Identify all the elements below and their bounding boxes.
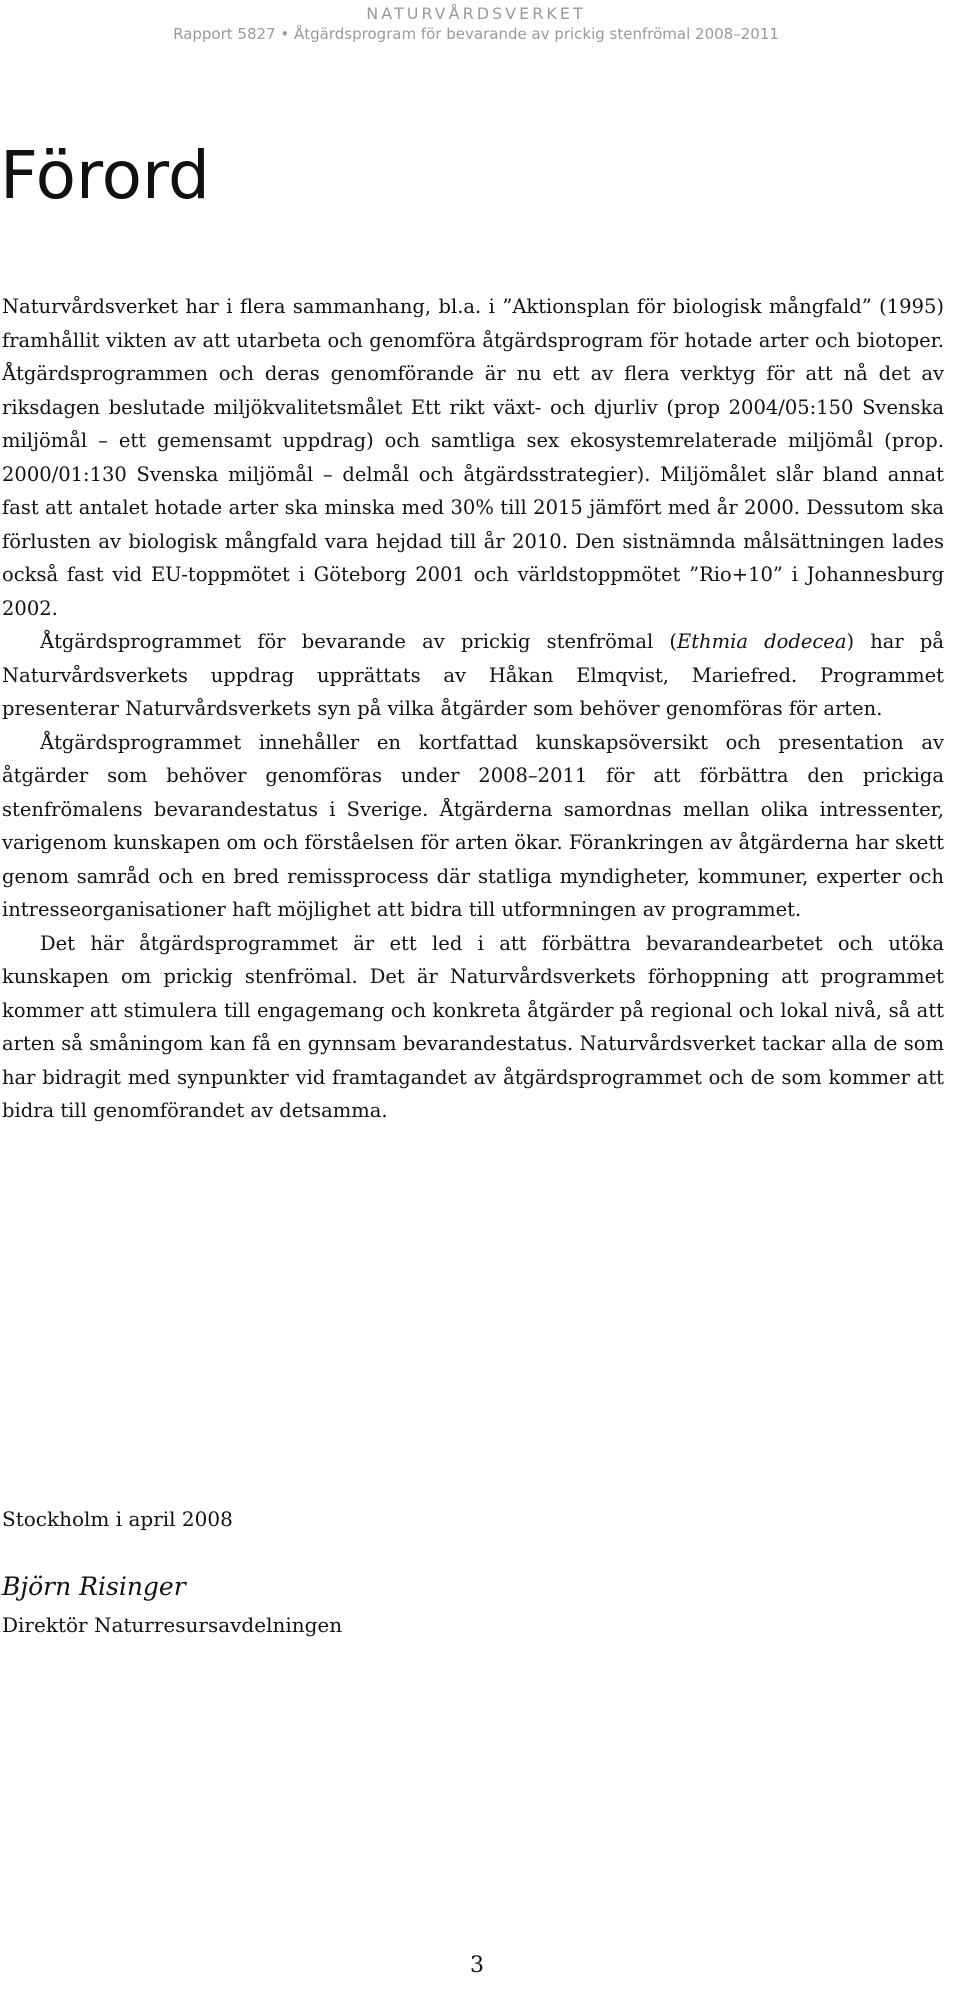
paragraph-1: Naturvårdsverket har i flera sammanhang, bl.a. i ”Aktionsplan för biologisk mångfald” (1995) framhållit vikten av att utarbeta och genomföra åtgärdsprogram för hotade arter och biotoper. Åtgärdsprogrammen och deras genomförande är nu ett av flera verktyg för att nå det av riksdagen beslutade miljökvalitetsmålet Ett rikt växt- och djurliv (prop 2004/05:150 Svenska miljömål – ett gemensamt uppdrag) och samtliga sex ekosystemrelaterade miljömål (prop. 2000/01:130 Svenska miljömål – delmål och åtgärdsstrategier). Miljömålet slår bland annat fast att antalet hotade arter ska minska med 30% till 2015 jämfört med år 2000. Dessutom ska förlusten av biologisk mångfald vara hejdad till år 2010. Den sistnämnda målsättningen lades också fast vid EU-toppmötet i Göteborg 2001 och världstoppmötet ”Rio+10” i Johannesburg 2002. xyxy=(2,295,944,620)
paragraph-2-rest: ) har på Naturvårdsverkets uppdrag upprättats av Håkan Elmqvist, Mariefred. Programmet presenterar Naturvårdsverkets syn på vilka åtgärder som behöver genomföras för arten. xyxy=(2,630,945,720)
header-organization: NATURVÅRDSVERKET xyxy=(366,4,586,23)
species-name: Ethmia dodecea xyxy=(676,630,847,653)
place-and-date: Stockholm i april 2008 xyxy=(2,1507,233,1531)
paragraph-2 xyxy=(2,625,944,726)
paragraph-4: Det här åtgärdsprogrammet är ett led i att förbättra bevarandearbetet och utöka kunskapen om prickig stenfrömal. Det är Naturvårdsverkets förhoppning att programmet kommer att stimulera till engagemang och konkreta åtgärder på regional och lokal nivå, så att arten så småningom kan få en gynnsam bevarandestatus. Naturvårdsverket tackar alla de som har bidragit med synpunkter vid framtagandet av åtgärdsprogrammet och de som kommer att bidra till genomförandet av detsamma. xyxy=(2,931,944,1122)
header-report-title: Rapport 5827 • Åtgärdsprogram för bevarande av prickig stenfrömal 2008–2011 xyxy=(173,25,779,43)
page-title: Förord xyxy=(0,137,210,214)
paragraph-3: Åtgärdsprogrammet innehåller en kortfattad kunskapsöversikt och presentation av åtgärder som behöver genomföras under 2008–2011 för att förbättra den prickiga stenfrömalens bevarandestatus i Sverige. Åtgärderna samordnas mellan olika intressenter, varigenom kunskapen om och förståelsen för arten ökar. Förankringen av åtgärderna har skett genom samråd och en bred remissprocess där statliga myndigheter, kommuner, experter och intresseorganisationer haft möjlighet att bidra till utformningen av programmet. xyxy=(2,730,944,921)
paragraph-2-lead: Åtgärdsprogrammet för bevarande av prickig stenfrömal ( xyxy=(40,630,677,653)
foreword-body xyxy=(2,290,944,1128)
page-number: 3 xyxy=(470,1953,484,1978)
signer-title: Direktör Naturresursavdelningen xyxy=(2,1613,343,1637)
signature: Björn Risinger xyxy=(2,1572,186,1601)
running-header xyxy=(156,4,796,44)
